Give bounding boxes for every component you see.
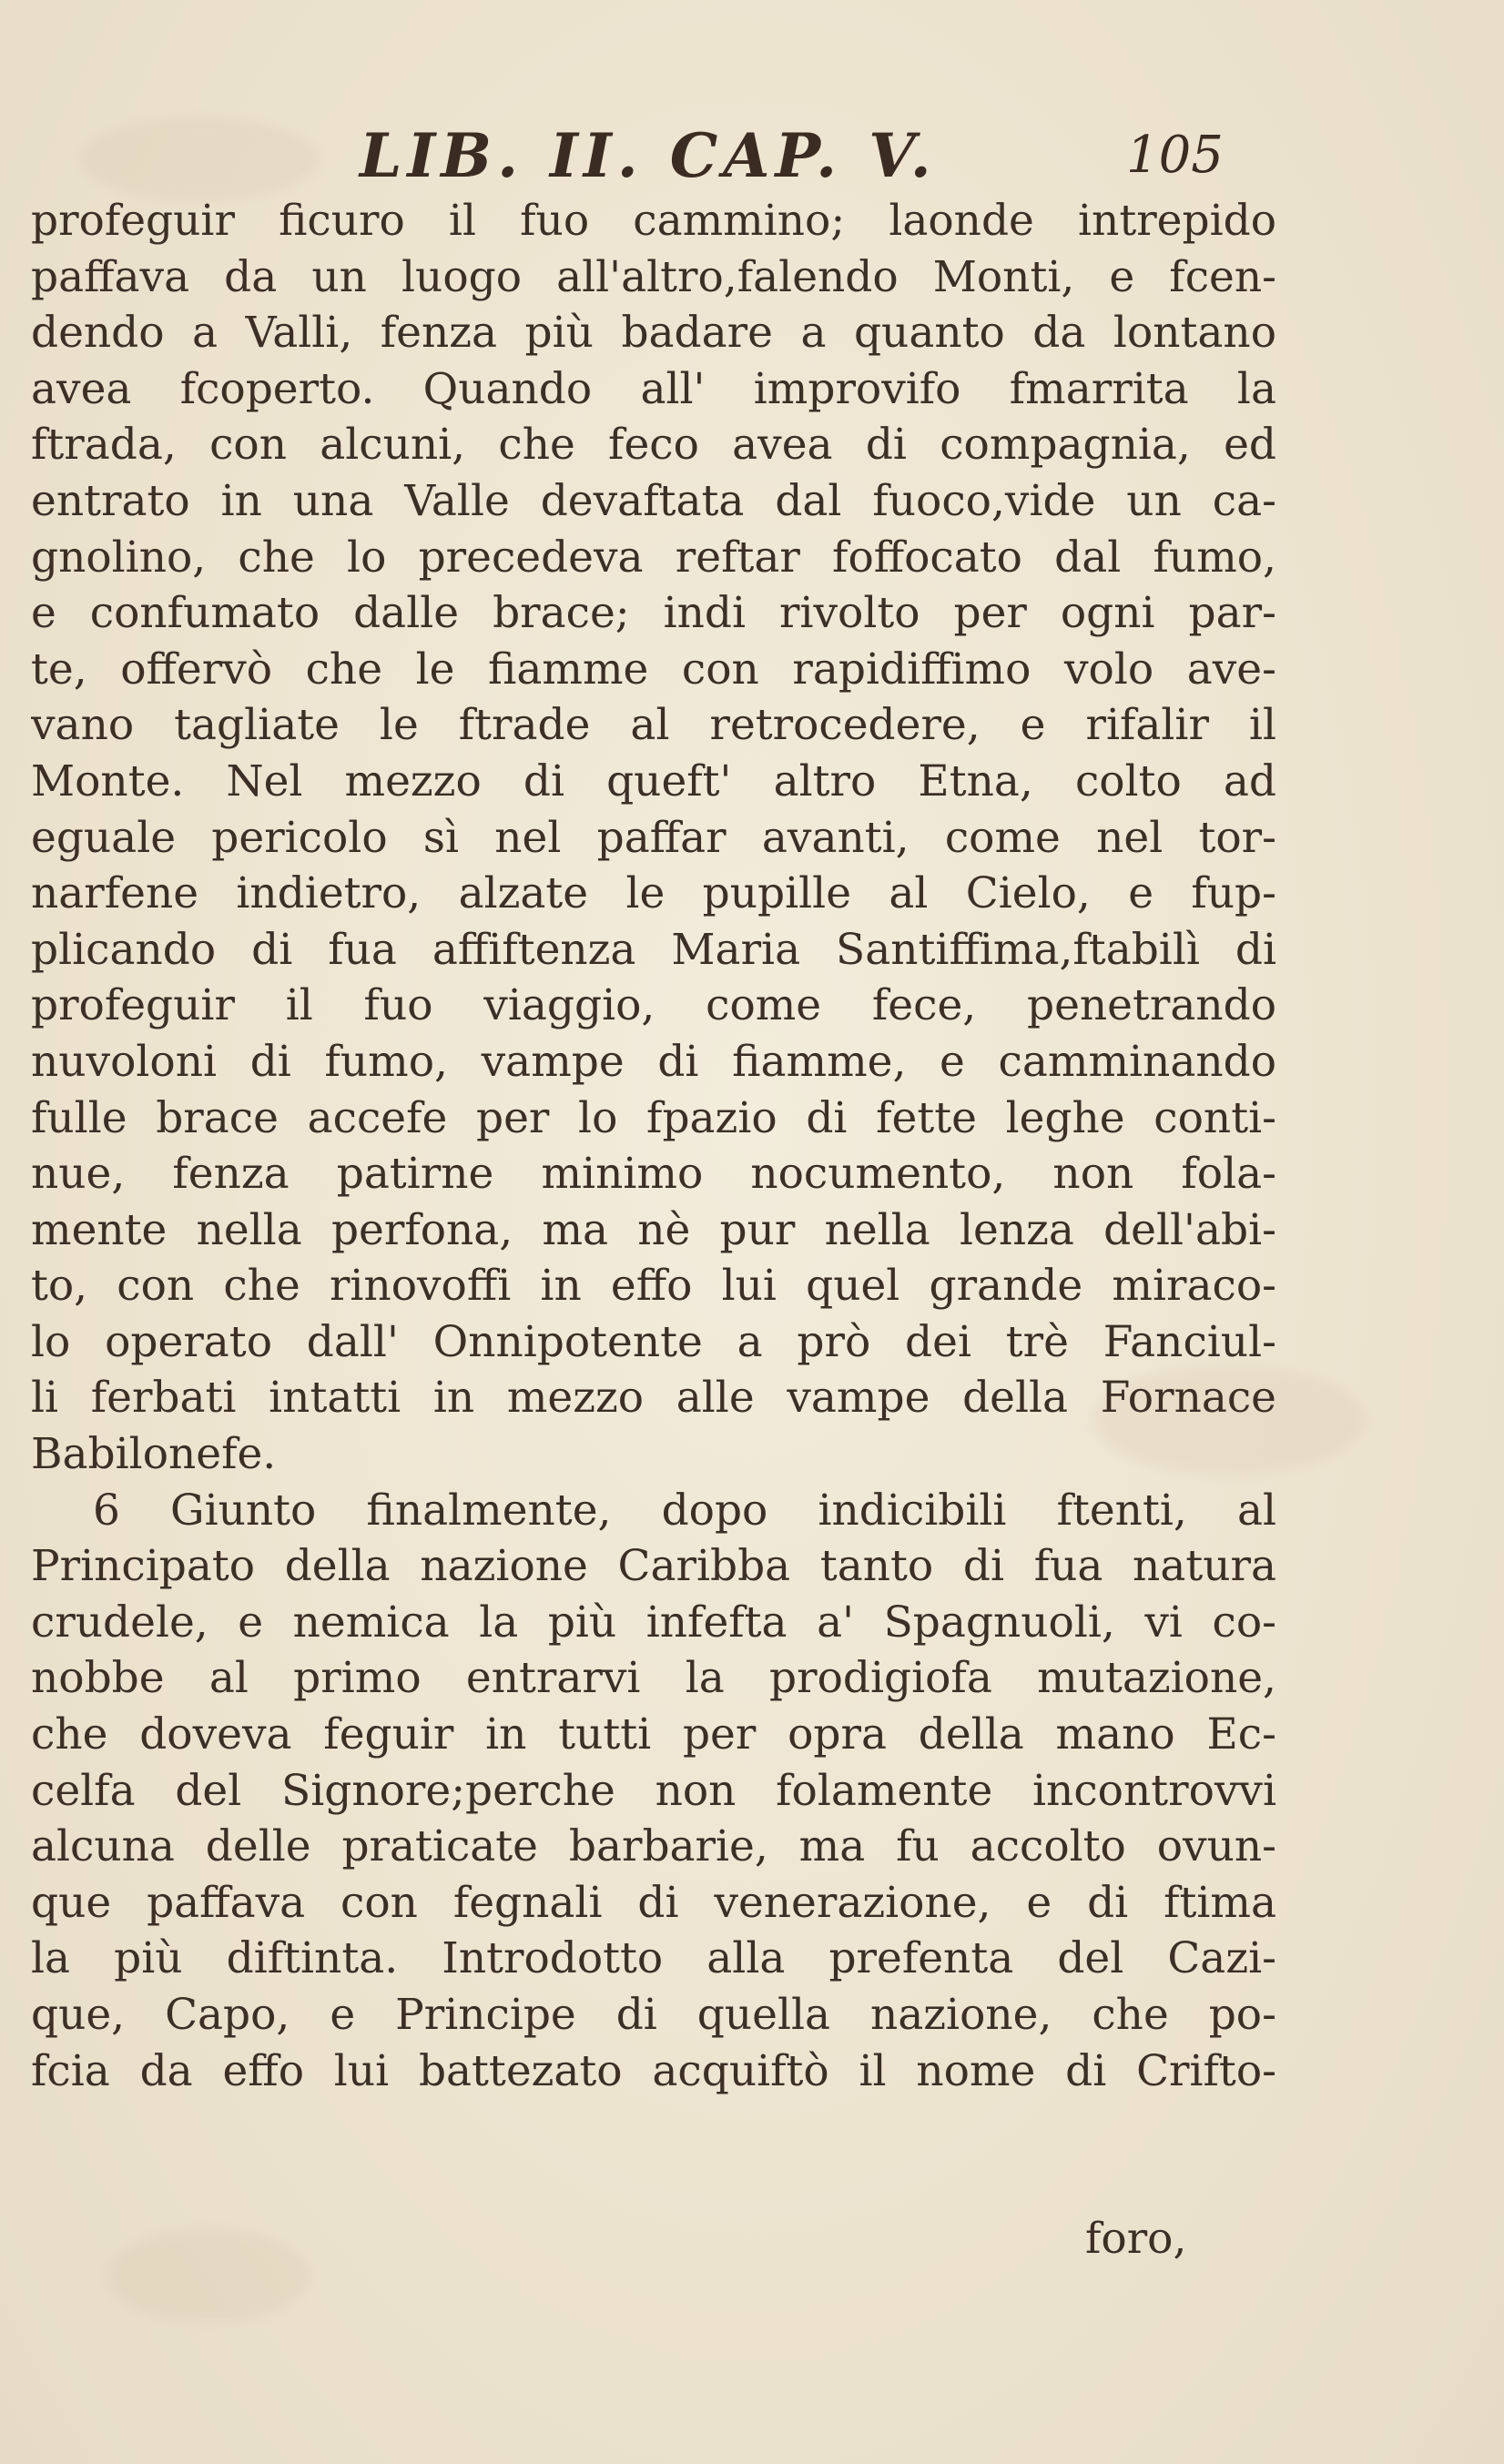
- text-line: plicando di fua affiftenza Maria Santiffima,ftabilì di: [31, 924, 1276, 975]
- text-line: ftrada, con alcuni, che feco avea di compagnia, ed: [31, 420, 1276, 471]
- text-line: que paffava con fegnali di venerazione, e di ftima: [31, 1877, 1276, 1928]
- text-line: avea fcoperto. Quando all' improvifo fmarrita la: [31, 363, 1276, 414]
- text-line: narfene indietro, alzate le pupille al Cielo, e fup-: [31, 868, 1276, 919]
- text-line: la più diftinta. Introdotto alla prefenta del Cazi-: [31, 1933, 1276, 1984]
- text-line: vano tagliate le ftrade al retrocedere, e rifalir il: [31, 700, 1276, 751]
- text-line: Principato della nazione Caribba tanto di fua natura: [31, 1541, 1276, 1592]
- text-line: que, Capo, e Principe di quella nazione, che po-: [31, 1990, 1276, 2040]
- text-line: profeguir il fuo viaggio, come fece, penetrando: [31, 980, 1276, 1031]
- page-number: 105: [1126, 126, 1224, 185]
- text-line: te, offervò che le fiamme con rapidiffimo volo ave-: [31, 644, 1276, 695]
- text-line: nuvoloni di fumo, vampe di fiamme, e camminando: [31, 1036, 1276, 1087]
- text-line: nue, fenza patirne minimo nocumento, non fola-: [31, 1149, 1276, 1200]
- text-line: lo operato dall' Onnipotente a prò dei trè Fanciul-: [31, 1316, 1276, 1367]
- text-line: dendo a Valli, fenza più badare a quanto da lontano: [31, 308, 1276, 359]
- text-line: gnolino, che lo precedeva reftar foffocato dal fumo,: [31, 532, 1276, 583]
- text-line: mente nella perfona, ma nè pur nella lenza dell'abi-: [31, 1204, 1276, 1255]
- text-line: fcia da effo lui battezato acquiftò il nome di Crifto-: [31, 2045, 1276, 2096]
- catchword: foro,: [1085, 2214, 1187, 2264]
- text-line: to, con che rinovoffi in effo lui quel grande miraco-: [31, 1261, 1276, 1312]
- paper-stain: [109, 2230, 310, 2321]
- text-line: che doveva feguir in tutti per opra della mano Ec-: [31, 1709, 1276, 1760]
- text-line: alcuna delle praticate barbarie, ma fu accolto ovun-: [31, 1821, 1276, 1872]
- text-line: li ferbati intatti in mezzo alle vampe della Fornace: [31, 1373, 1276, 1424]
- text-line: e confumato dalle brace; indi rivolto per ogni par-: [31, 588, 1276, 639]
- text-line: celfa del Signore;perche non folamente incontrovvi: [31, 1765, 1276, 1816]
- text-line: Babilonefe.: [31, 1429, 277, 1480]
- paragraph-start-line: 6 Giunto finalmente, dopo indicibili ftenti, al: [93, 1485, 1276, 1536]
- text-line: nobbe al primo entrarvi la prodigiofa mutazione,: [31, 1653, 1276, 1704]
- text-line: paffava da un luogo all'altro,falendo Monti, e fcen-: [31, 251, 1276, 302]
- text-line: fulle brace accefe per lo fpazio di fette leghe conti-: [31, 1092, 1276, 1143]
- text-line: profeguir ficuro il fuo cammino; laonde intrepido: [31, 196, 1276, 246]
- text-line: crudele, e nemica la più infefta a' Spagnuoli, vi co-: [31, 1597, 1276, 1648]
- body-text: [31, 193, 1276, 2099]
- text-line: eguale pericolo sì nel paffar avanti, come nel tor-: [31, 812, 1276, 863]
- text-line: entrato in una Valle devaftata dal fuoco,vide un ca-: [31, 475, 1276, 526]
- running-title: LIB. II. CAP. V.: [360, 120, 937, 191]
- text-line: Monte. Nel mezzo di queft' altro Etna, colto ad: [31, 755, 1276, 806]
- page-header: [0, 109, 1504, 191]
